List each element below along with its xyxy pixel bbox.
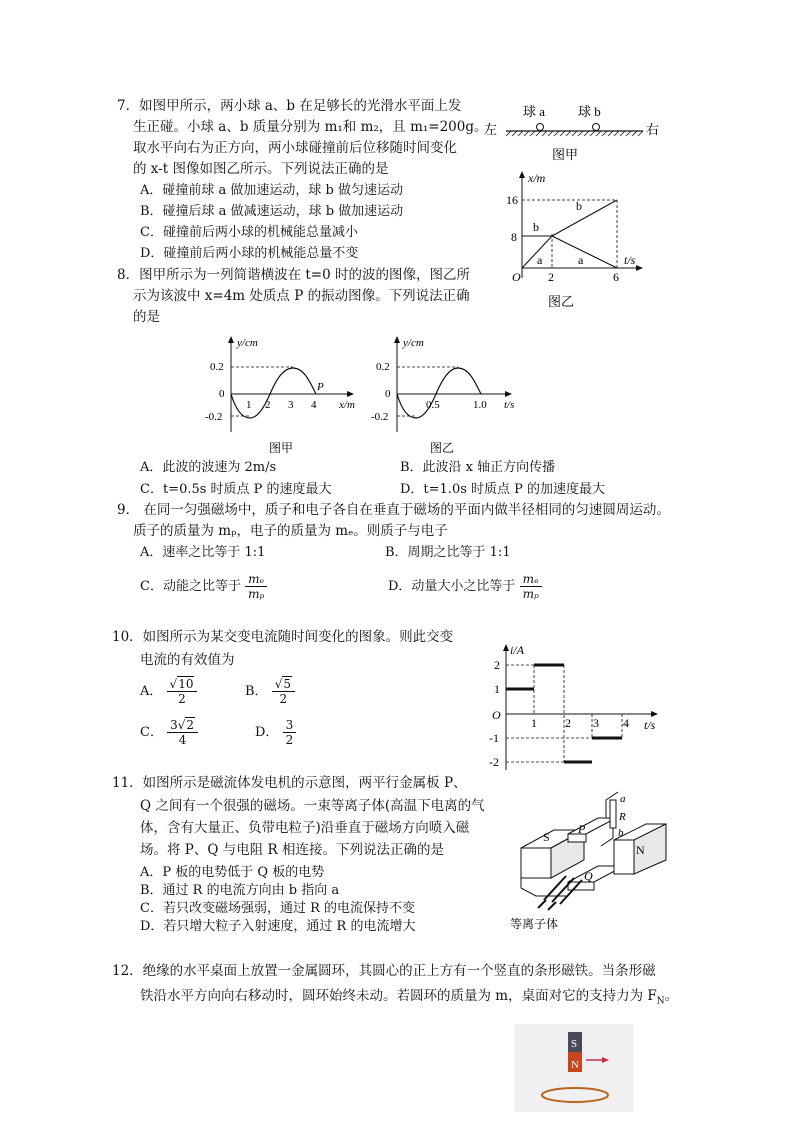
q11-line-3: 体，含有大量正、负带电粒子)沿垂直于磁场方向喷入磁 — [140, 820, 470, 836]
q12-line-1: 12．绝缘的水平桌面上放置一金属圆环，其圆心的正上方有一个竖直的条形磁铁。当条形磁 — [112, 963, 656, 979]
q8-line-1: 8．图甲所示为一列简谐横波在 t=0 时的波的图像，图乙所 — [117, 267, 470, 283]
y-axis-arrow — [519, 171, 525, 178]
p-label: P — [578, 822, 586, 836]
q10-option-a-label: A． — [140, 684, 163, 699]
q11-option-c: C．若只改变磁场强弱，通过 R 的电流保持不变 — [140, 901, 415, 916]
ball-b-label: 球 b — [578, 104, 601, 119]
tick-x2: 2 — [565, 716, 571, 730]
q9-option-d-fraction — [520, 572, 542, 601]
q9-option-b: B．周期之比等于 1:1 — [385, 545, 511, 560]
a-label: a — [620, 793, 626, 805]
magnet-s-label: S — [571, 1038, 578, 1050]
s-label: S — [543, 830, 550, 844]
q10-option-a-value — [167, 677, 198, 706]
wire-b — [601, 828, 613, 846]
q7-figure-yi — [500, 168, 650, 314]
q9-option-d — [388, 572, 542, 601]
q10-option-b-label: B． — [245, 684, 268, 699]
q11-option-b: B．通过 R 的电流方向由 b 指向 a — [140, 883, 340, 898]
tick-n2: -2 — [489, 755, 499, 769]
tick-n1: -1 — [489, 731, 499, 745]
numerator: 3√2 — [167, 718, 198, 733]
q12-line-2-end: 。 — [664, 988, 679, 1004]
numerator: √10 — [167, 677, 198, 692]
x-axis-label: t/s — [644, 718, 656, 732]
label-a-before: a — [537, 253, 543, 267]
frac-numerator: mₑ — [245, 572, 267, 587]
tick-8: 8 — [511, 230, 517, 244]
q11-line-1: 11．如图所示是磁流体发电机的示意图，两平行金属板 P、 — [112, 775, 467, 791]
tick-1-0: 1.0 — [473, 399, 487, 411]
numerator: 3 — [283, 718, 297, 733]
metal-ring — [542, 1088, 608, 1102]
q11-option-a: A．P 板的电势低于 Q 板的电势 — [140, 865, 325, 880]
label-a-after: a — [578, 253, 584, 267]
q10-option-d — [255, 718, 296, 747]
q-label: Q — [584, 869, 593, 883]
label-b-before: b — [533, 220, 539, 234]
q9-option-c — [140, 572, 267, 601]
y-axis-arrow — [394, 336, 400, 343]
r-label: R — [619, 811, 626, 823]
label-b-after: b — [576, 199, 582, 213]
n-label: N — [636, 843, 645, 857]
q8-option-d: D．t=1.0s 时质点 P 的加速度最大 — [400, 482, 606, 497]
x-axis-arrow — [347, 391, 354, 397]
q8-option-a: A．此波的波速为 2m/s — [140, 460, 277, 475]
q11-option-d: D．若只增大粒子入射速度，通过 R 的电流增大 — [140, 919, 416, 934]
q8-line-2: 示为该波中 x=4m 处质点 P 的振动图像。下列说法正确 — [133, 288, 470, 304]
y-axis-label: i/A — [510, 643, 524, 657]
radicand: 10 — [178, 677, 194, 691]
origin-label: O — [492, 708, 501, 722]
q7-line-3: 取水平向右为正方向，两小球碰撞前后位移随时间变化 — [133, 140, 457, 156]
tick-x4: 4 — [623, 716, 629, 730]
y-axis-label: x/m — [528, 171, 546, 185]
ball-a-label: 球 a — [523, 104, 546, 119]
q10-option-b-value — [272, 677, 295, 706]
resistor-r — [610, 800, 616, 828]
q10-line-2: 电流的有效值为 — [140, 652, 235, 668]
q10-option-d-value — [283, 718, 297, 747]
q7-line-4: 的 x-t 图像如图乙所示。下列说法正确的是 — [133, 161, 389, 177]
origin-label: O — [512, 270, 521, 284]
figure-jia-caption: 图甲 — [269, 441, 294, 455]
q10-option-c — [140, 718, 198, 747]
q7-option-d: D．碰撞前后两小球的机械能总量不变 — [140, 246, 359, 261]
s-pole-front — [521, 848, 551, 878]
q12-subscript: N — [656, 996, 665, 1007]
tick-6: 6 — [613, 270, 619, 284]
n-pole-front — [614, 840, 634, 874]
plate-p — [568, 818, 616, 834]
q10-figure — [486, 640, 666, 778]
q11-line-2: Q 之间有一个很强的磁场。一束等离子体(高温下电离的气 — [140, 798, 485, 814]
tick-p02: 0.2 — [376, 361, 390, 373]
x-axis-label: t/s — [624, 253, 636, 267]
frac-numerator: mₑ — [520, 572, 542, 587]
q12-figure — [515, 1024, 633, 1112]
y-axis-arrow — [503, 644, 509, 651]
tick-n02: -0.2 — [371, 411, 389, 423]
line-a-after — [552, 236, 617, 268]
q9-option-c-fraction — [245, 572, 267, 601]
plasma-caption: 等离子体 — [510, 917, 559, 931]
radicand: 2 — [186, 718, 195, 732]
figure-yi-caption: 图乙 — [548, 294, 575, 309]
right-label: 右 — [646, 122, 660, 137]
x-axis-arrow — [651, 711, 658, 717]
q7-figure-jia — [478, 98, 668, 168]
point-p-label: P — [317, 381, 324, 393]
wave-curve — [231, 368, 316, 418]
line-b-after — [552, 200, 617, 236]
y-axis-arrow — [228, 336, 234, 343]
q9-option-d-text: D．动量大小之比等于 — [388, 579, 516, 594]
x-axis-arrow — [636, 265, 643, 271]
q9-option-a: A．速率之比等于 1:1 — [140, 545, 266, 560]
q11-line-4: 场。将 P、Q 与电阻 R 相连接。下列说法正确的是 — [140, 842, 444, 858]
x-axis-label: t/s — [504, 399, 515, 411]
q10-line-1: 10．如图所示为某交变电流随时间变化的图象。则此交变 — [112, 629, 454, 645]
y-axis-label: y/cm — [237, 337, 258, 349]
q7-line-1: 7．如图甲所示，两小球 a、b 在足够长的光滑水平面上发 — [117, 98, 462, 114]
surface-hatching — [506, 131, 643, 136]
x-axis-label: x/m — [339, 399, 355, 411]
q8-option-b: B．此波沿 x 轴正方向传播 — [400, 460, 556, 475]
tick-3: 3 — [288, 399, 294, 411]
plate-q-front — [568, 882, 594, 890]
motion-arrow-head — [602, 1057, 609, 1063]
denominator: 2 — [279, 692, 288, 706]
tick-1: 1 — [246, 399, 252, 411]
x-axis-arrow — [505, 391, 512, 397]
q12-figure-drawing — [515, 1024, 633, 1112]
q10-option-b — [245, 677, 295, 706]
denominator: 2 — [178, 692, 186, 706]
denominator: 4 — [178, 733, 187, 747]
tick-2: 2 — [548, 270, 554, 284]
numerator: √5 — [272, 677, 295, 692]
tick-2: 2 — [494, 658, 500, 672]
tick-2: 2 — [265, 399, 271, 411]
figure-yi-caption: 图乙 — [430, 441, 455, 455]
frac-denominator: mₚ — [248, 587, 265, 601]
q12-line-2-text: 铁沿水平方向向右移动时，圆环始终未动。若圆环的质量为 m，桌面对它的支持力为 F — [140, 988, 657, 1004]
q7-option-c: C．碰撞前后两小球的机械能总量减小 — [140, 225, 358, 240]
left-label: 左 — [484, 122, 498, 137]
ball-b — [593, 124, 600, 131]
q9-line-2: 质子的质量为 mₚ，电子的质量为 mₑ。则质子与电子 — [133, 523, 448, 539]
q9-line-1: 9． 在同一匀强磁场中，质子和电子各自在垂直于磁场的平面内做半径相同的匀速圆周运动。 — [117, 502, 670, 518]
q10-option-c-value — [167, 718, 198, 747]
denominator: 2 — [285, 733, 294, 747]
tick-x3: 3 — [593, 716, 599, 730]
q8-figure-jia — [200, 332, 370, 460]
tick-zero: 0 — [385, 388, 391, 400]
b-label: b — [618, 827, 624, 839]
q10-option-d-label: D． — [255, 725, 279, 740]
y-axis-label: y/cm — [403, 337, 424, 349]
tick-0-5: 0.5 — [426, 399, 440, 411]
q12-line-2 — [140, 986, 678, 1013]
tick-p02: 0.2 — [210, 361, 224, 373]
q8-option-c: C．t=0.5s 时质点 P 的速度最大 — [140, 482, 332, 497]
frac-denominator: mₚ — [522, 587, 539, 601]
tick-4: 4 — [311, 399, 317, 411]
tick-1: 1 — [494, 682, 500, 696]
coefficient: 3 — [170, 718, 178, 732]
q9-option-c-text: C．动能之比等于 — [140, 579, 241, 594]
magnet-n-label: N — [571, 1059, 579, 1071]
radicand: 5 — [283, 677, 291, 691]
tick-n02: -0.2 — [205, 411, 223, 423]
q8-figure-yi — [368, 332, 528, 460]
tick-16: 16 — [506, 193, 518, 207]
q11-figure — [506, 788, 676, 938]
figure-jia-caption: 图甲 — [552, 147, 579, 162]
tick-zero: 0 — [219, 388, 225, 400]
q7-option-a: A．碰撞前球 a 做加速运动，球 b 做匀速运动 — [140, 183, 403, 198]
q10-option-a — [140, 677, 197, 706]
q10-option-c-label: C． — [140, 725, 163, 740]
ball-a — [537, 124, 544, 131]
q8-line-3: 的是 — [133, 309, 160, 325]
tick-x1: 1 — [531, 716, 537, 730]
q7-line-2: 生正碰。小球 a、b 质量分别为 m₁和 m₂，且 m₁=200g。 — [133, 119, 488, 135]
q7-option-b: B．碰撞后球 a 做减速运动，球 b 做加速运动 — [140, 204, 404, 219]
